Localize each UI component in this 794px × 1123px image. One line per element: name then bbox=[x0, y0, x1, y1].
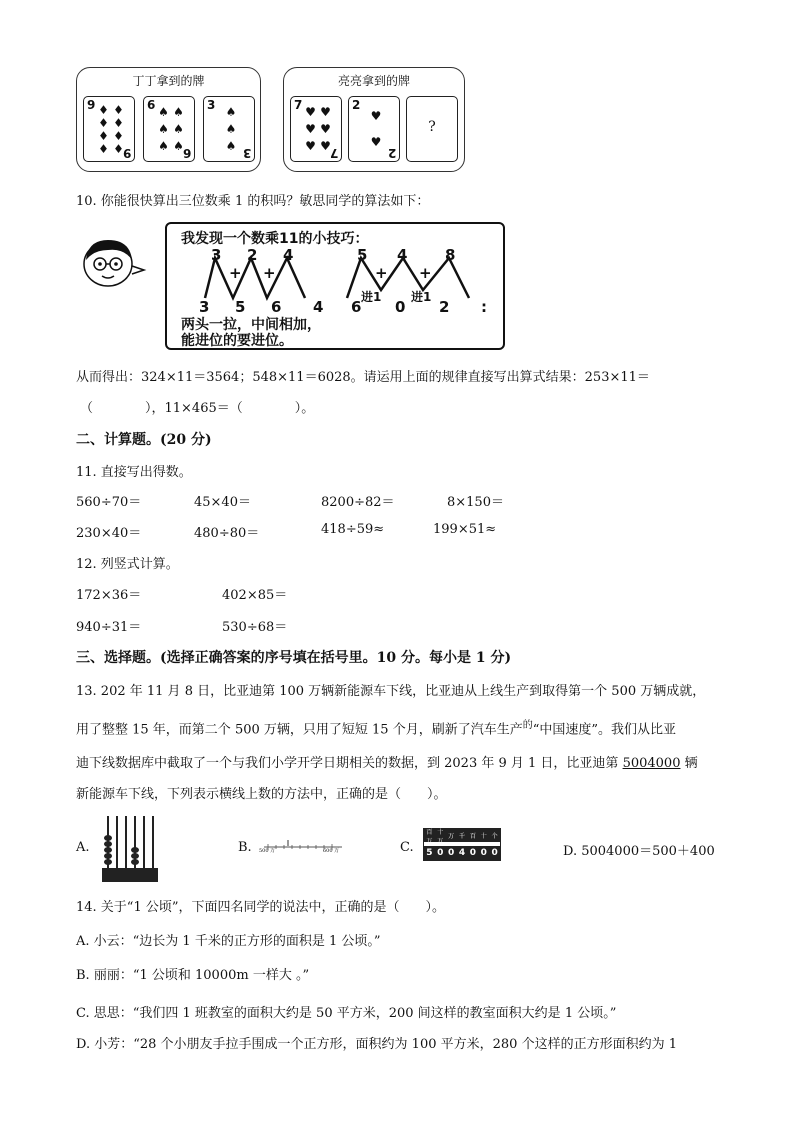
q14-text: 14. 关于“1 公顷”，下面四名同学的说法中，正确的是（ ）。 bbox=[76, 900, 446, 915]
digit: 0 bbox=[395, 298, 406, 316]
table-digit: 0 bbox=[448, 848, 455, 858]
table-head: 万 bbox=[448, 833, 455, 840]
ding-cards-title: 丁丁拿到的牌 bbox=[132, 74, 205, 88]
table-digit: 0 bbox=[469, 848, 476, 858]
section-3-heading: 三、选择题。(选择正确答案的序号填在括号里。10 分。每小是 1 分) bbox=[76, 650, 512, 666]
section-2-heading: 二、计算题。(20 分) bbox=[76, 432, 212, 448]
place-value-table bbox=[423, 828, 501, 861]
vertical-calc-item: 940÷31＝ bbox=[76, 620, 142, 635]
digit: 5 bbox=[357, 246, 368, 264]
playing-card bbox=[203, 96, 255, 162]
card-rank: 2 bbox=[352, 98, 361, 112]
ding-cards-box bbox=[76, 67, 261, 172]
table-head: 百 bbox=[469, 833, 476, 840]
plus-sign: + bbox=[375, 264, 388, 282]
table-head: 百万 bbox=[426, 828, 433, 845]
underlined-number: 5004000 bbox=[622, 756, 681, 771]
q11-text: 11. 直接写出得数。 bbox=[76, 465, 192, 480]
digit: 4 bbox=[283, 246, 294, 264]
digit: : bbox=[481, 298, 487, 316]
q13-line-3 bbox=[76, 752, 698, 771]
heart-icon: ♥ ♥ ♥ ♥ ♥ ♥ bbox=[305, 104, 331, 154]
heart-icon: ♥ ♥ bbox=[370, 109, 382, 149]
calc-item: 560÷70＝ bbox=[76, 495, 142, 510]
question-mark: ? bbox=[428, 119, 436, 135]
digit: 3 bbox=[199, 298, 210, 316]
student-avatar bbox=[78, 234, 148, 294]
q13-line-4: 新能源车下线，下列表示横线上数的方法中，正确的是（ ）。 bbox=[76, 787, 447, 802]
q14-option-d[interactable]: D. 小芳：“28 个小朋友手拉手围成一个正方形，面积约为 100 平方米，280 个这样的正方形面积约为 1 bbox=[76, 1037, 677, 1052]
calc-item: 230×40＝ bbox=[76, 526, 142, 541]
q14-option-a[interactable]: A. 小云：“边长为 1 千米的正方形的面积是 1 公顷。” bbox=[76, 934, 381, 949]
option-a-label[interactable]: A. bbox=[76, 840, 90, 855]
vertical-calc-item: 402×85＝ bbox=[222, 588, 288, 603]
card-rank: 7 bbox=[294, 98, 303, 112]
calc-item: 199×51≈ bbox=[433, 522, 497, 537]
q13-line-2b: “中国速度”。我们从比亚 bbox=[532, 722, 676, 738]
playing-card bbox=[290, 96, 342, 162]
calc-item: 8×150＝ bbox=[447, 495, 504, 510]
digit: 4 bbox=[397, 246, 408, 264]
digit: 3 bbox=[211, 246, 222, 264]
plus-sign: + bbox=[229, 264, 242, 282]
card-rank: 9 bbox=[87, 98, 96, 112]
card-rank-bottom: 9 bbox=[122, 146, 131, 160]
digit: 2 bbox=[439, 298, 450, 316]
table-digit: 5 bbox=[426, 848, 433, 858]
liang-cards-title: 亮亮拿到的牌 bbox=[337, 74, 410, 88]
q10-text: 10. 你能很快算出三位数乘 1 的积吗？敏思同学的算法如下： bbox=[76, 194, 430, 209]
q13-line-1: 13. 202 年 11 月 8 日，比亚迪第 100 万辆新能源车下线，比亚迪从上线生产到取得第一个 500 万辆成就， bbox=[76, 684, 706, 699]
q13-line-2-sup: 的 bbox=[522, 720, 533, 731]
card-rank: 6 bbox=[147, 98, 156, 112]
playing-card bbox=[348, 96, 400, 162]
card-rank-bottom: 6 bbox=[182, 146, 191, 160]
bubble-title: 我发现一个数乘11的小技巧： bbox=[181, 231, 369, 247]
q14-option-c[interactable]: C. 思思：“我们四 1 班教室的面积大约是 50 平方米，200 间这样的教室面积大约是 1 公顷。” bbox=[76, 1006, 617, 1021]
digit: 8 bbox=[445, 246, 456, 264]
table-digit: 0 bbox=[480, 848, 487, 858]
rule-line-1: 两头一拉，中间相加， bbox=[181, 317, 321, 333]
option-d-label[interactable]: D. 5004000＝500＋400 bbox=[563, 844, 715, 859]
plus-sign: + bbox=[263, 264, 276, 282]
calc-item: 45×40＝ bbox=[194, 495, 251, 510]
digit: 6 bbox=[351, 298, 362, 316]
table-head: 个 bbox=[491, 833, 498, 840]
carry-note: 进1 bbox=[361, 290, 382, 304]
playing-card bbox=[143, 96, 195, 162]
q10-line-2: （ ），11×465＝（ ）。 bbox=[80, 401, 315, 416]
digit: 6 bbox=[271, 298, 282, 316]
digit: 2 bbox=[247, 246, 258, 264]
vertical-calc-item: 172×36＝ bbox=[76, 588, 142, 603]
table-head: 十万 bbox=[437, 828, 444, 845]
liang-cards-box bbox=[283, 67, 465, 172]
plus-sign: + bbox=[419, 264, 432, 282]
q13-line-3a: 迪下线数据库中截取了一个与我们小学开学日期相关的数据，到 2023 年 9 月 1 日，比亚迪第 bbox=[76, 756, 623, 771]
spade-icon: ♠ ♠ ♠ bbox=[225, 104, 237, 154]
digit: 5 bbox=[235, 298, 246, 316]
calc-item: 418÷59≈ bbox=[321, 522, 385, 537]
diamond-icon: ♦ ♦ ♦ ♦ ♦ ♦ ♦ ♦ bbox=[98, 102, 124, 156]
digit: 4 bbox=[313, 298, 324, 316]
vertical-calc-item: 530÷68＝ bbox=[222, 620, 288, 635]
q14-option-b[interactable]: B. 丽丽：“1 公顷和 10000m 一样大 。” bbox=[76, 968, 310, 983]
unknown-card bbox=[406, 96, 458, 162]
q13-line-2a: 用了整整 15 年，而第二个 500 万辆，只用了短短 15 个月，刷新了汽车生产 bbox=[76, 722, 523, 738]
numline-right-label: 600 万 bbox=[323, 848, 340, 854]
q13-line-2 bbox=[76, 716, 676, 737]
calc-item: 480÷80＝ bbox=[194, 526, 260, 541]
table-head: 千 bbox=[459, 833, 466, 840]
card-rank-bottom: 2 bbox=[387, 146, 396, 160]
q13-line-3b: 辆 bbox=[680, 756, 698, 771]
spade-icon: ♠ ♠ ♠ ♠ ♠ ♠ bbox=[158, 104, 184, 154]
table-digit: 0 bbox=[437, 848, 444, 858]
carry-note: 进1 bbox=[411, 290, 432, 304]
calc-item: 8200÷82＝ bbox=[321, 495, 395, 510]
card-rank-bottom: 3 bbox=[242, 146, 251, 160]
table-head: 十 bbox=[480, 833, 487, 840]
option-b-label[interactable]: B. bbox=[238, 840, 252, 855]
speech-bubble bbox=[165, 222, 505, 350]
numline-left-label: 500 万 bbox=[259, 848, 276, 854]
table-digit: 4 bbox=[458, 848, 466, 858]
card-rank: 3 bbox=[207, 98, 216, 112]
card-rank-bottom: 7 bbox=[329, 146, 338, 160]
option-c-label[interactable]: C. bbox=[400, 840, 414, 855]
rule-line-2: 能进位的要进位。 bbox=[181, 333, 293, 349]
playing-card bbox=[83, 96, 135, 162]
table-digit: 0 bbox=[491, 848, 498, 858]
abacus-icon bbox=[100, 812, 160, 884]
q10-line-1: 从而得出：324×11＝3564；548×11＝6028。请运用上面的规律直接写出算式结果：253×11＝ bbox=[76, 370, 650, 385]
q12-text: 12. 列竖式计算。 bbox=[76, 557, 179, 572]
